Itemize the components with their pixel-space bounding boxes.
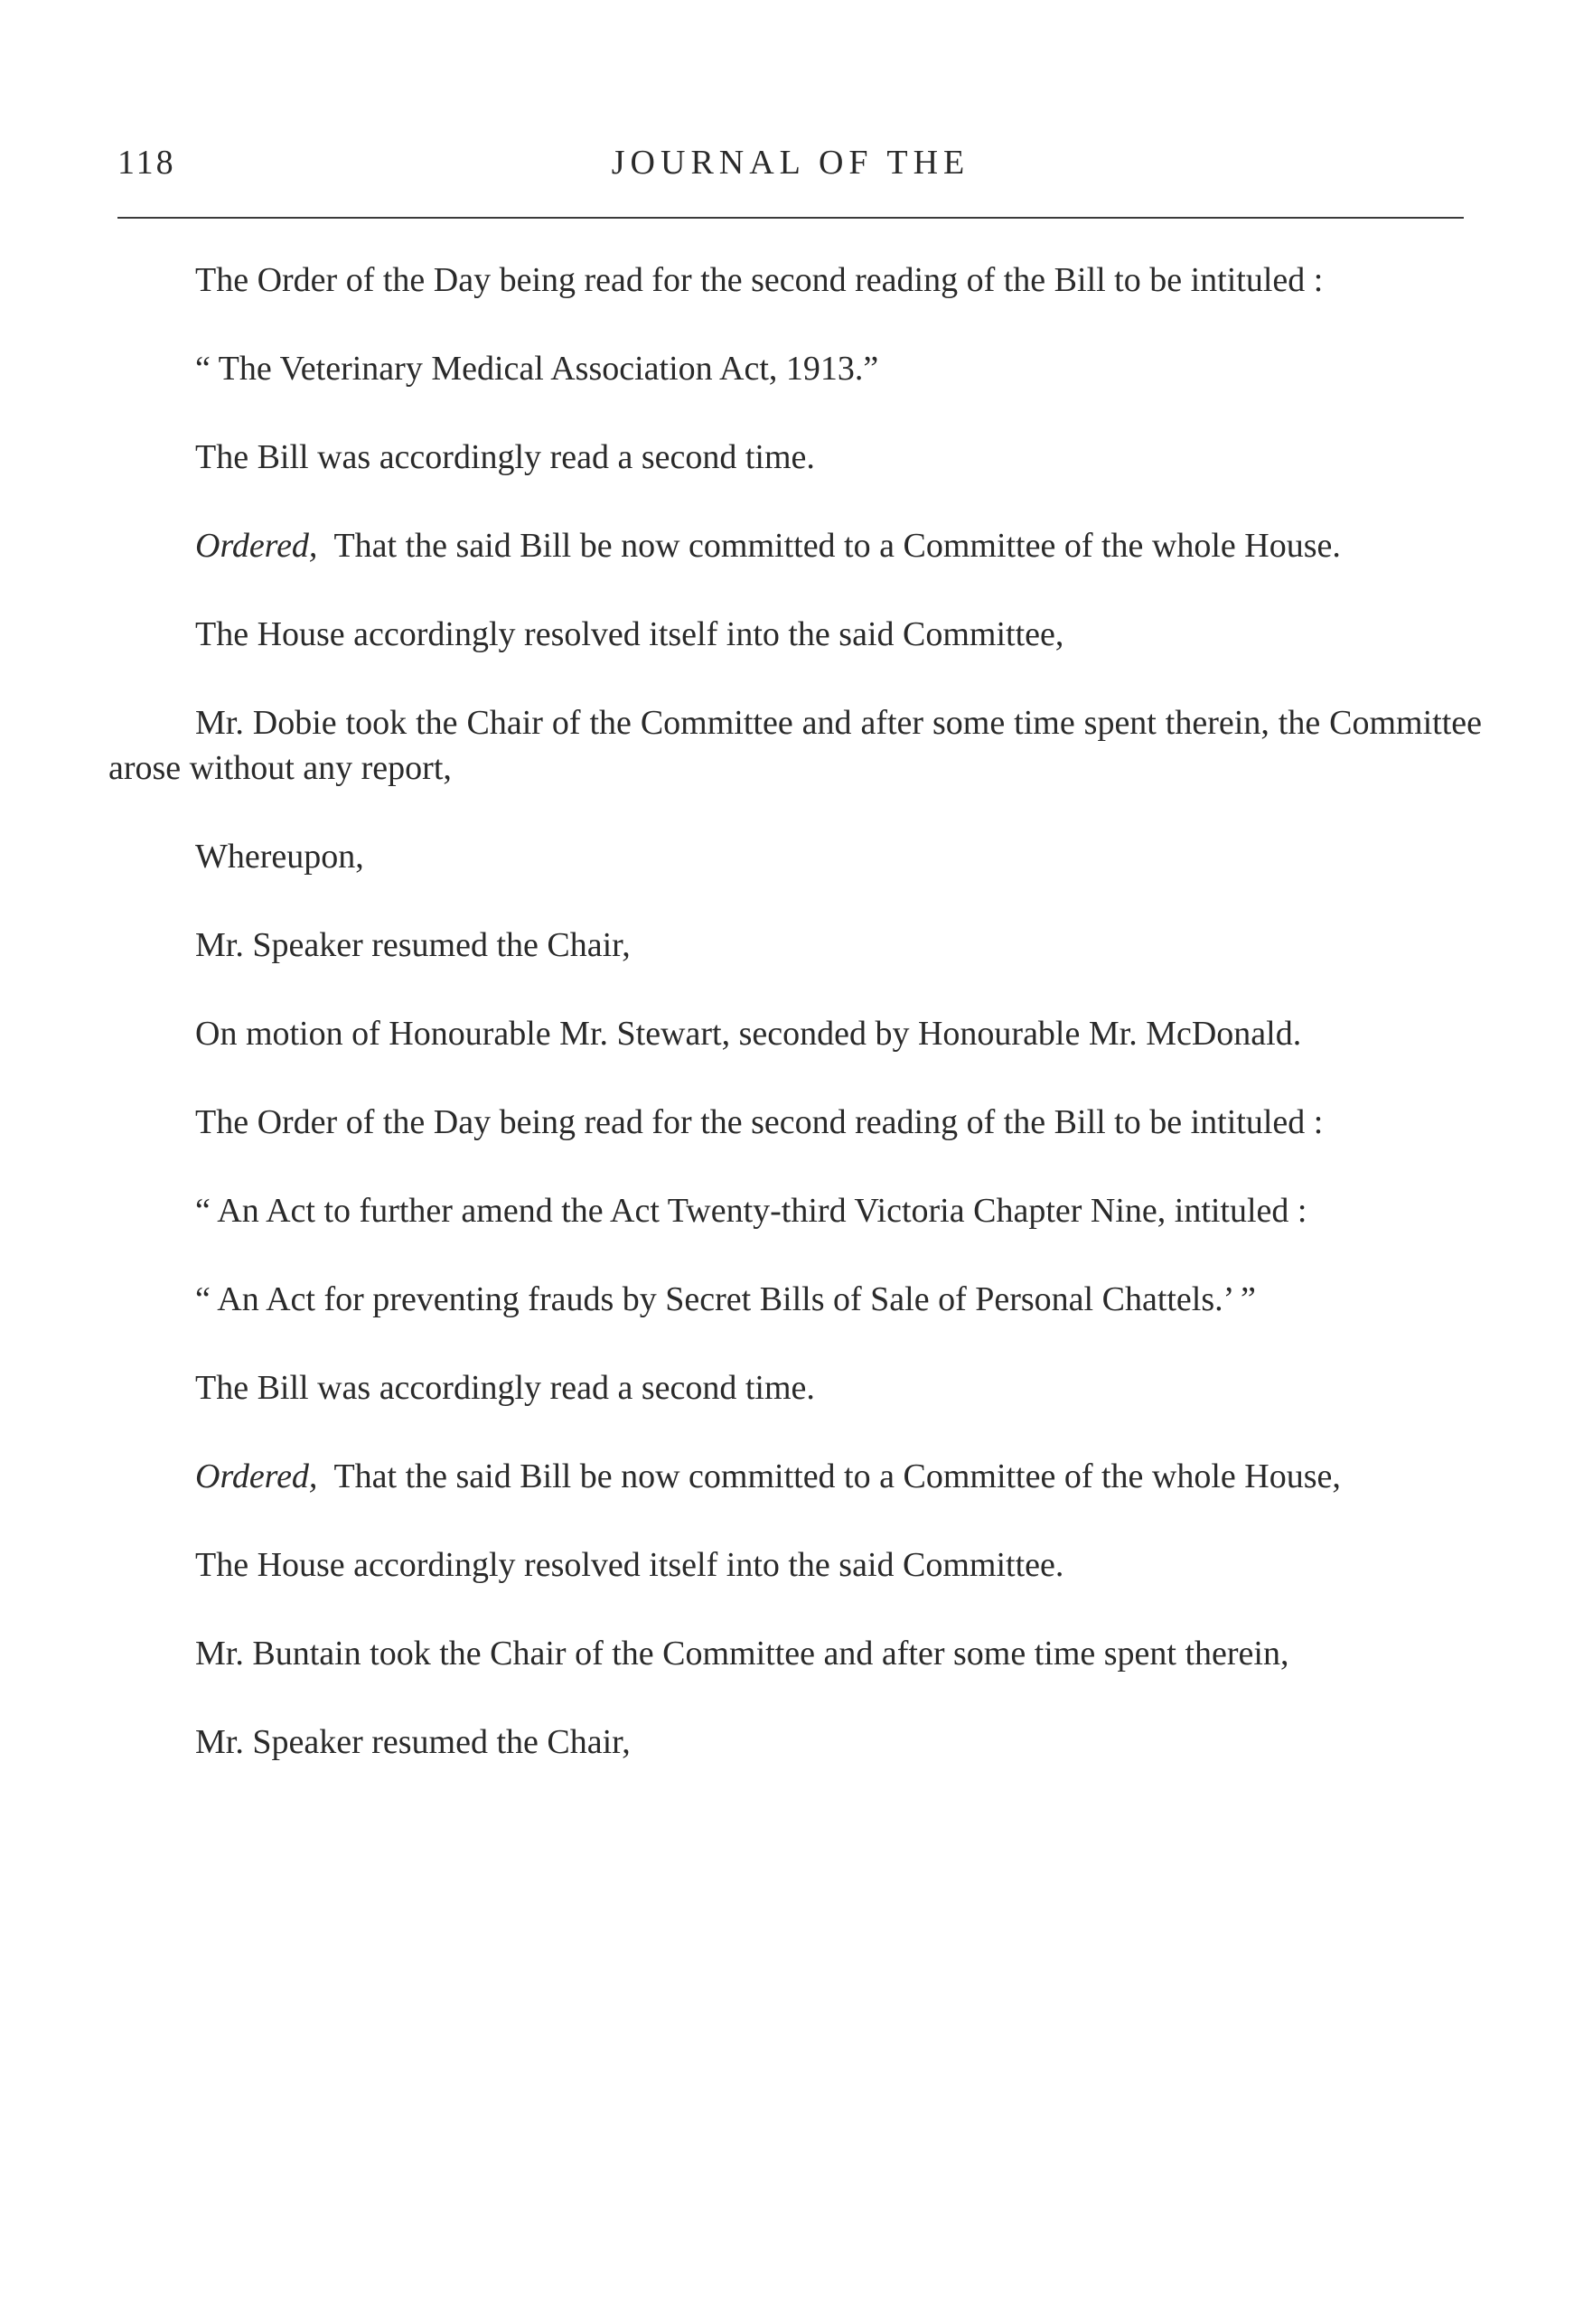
ordered-lead: Ordered, xyxy=(195,527,318,565)
page-number: 118 xyxy=(117,144,176,182)
ordered-lead: Ordered, xyxy=(195,1457,318,1495)
paragraph-whereupon: Whereupon, xyxy=(195,838,364,876)
paragraph-ordered-2: Ordered, That the said Bill be now committed to a Committee of the whole House, xyxy=(195,1457,1341,1495)
paragraph-bill-title-3: “ An Act for preventing frauds by Secret Bills of Sale of Personal Chattels.’ ” xyxy=(195,1280,1256,1318)
paragraph-bill-title-1: “ The Veterinary Medical Association Act, 1913.” xyxy=(195,350,879,388)
journal-body xyxy=(108,258,1482,1808)
paragraph-second-reading-2: The Bill was accordingly read a second time. xyxy=(195,1369,815,1407)
paragraph-motion: On motion of Honourable Mr. Stewart, seconded by Honourable Mr. McDonald. xyxy=(195,1015,1302,1053)
paragraph-bill-title-2: “ An Act to further amend the Act Twenty-third Victoria Chapter Nine, intituled : xyxy=(195,1192,1307,1230)
paragraph-committee-chair-1: Mr. Dobie took the Chair of the Committee and after some time spent therein, the Committee arose without any report, xyxy=(108,704,1482,787)
paragraph-second-reading-1: The Bill was accordingly read a second time. xyxy=(195,438,815,476)
paragraph-committee-chair-2: Mr. Buntain took the Chair of the Committee and after some time spent therein, xyxy=(195,1635,1289,1673)
paragraph-order-of-day-1: The Order of the Day being read for the second reading of the Bill to be intituled : xyxy=(195,261,1324,299)
paragraph-ordered-1: Ordered, That the said Bill be now committed to a Committee of the whole House. xyxy=(195,527,1341,565)
paragraph-speaker-resumed-1: Mr. Speaker resumed the Chair, xyxy=(195,926,631,964)
paragraph-resolved-2: The House accordingly resolved itself into the said Committee. xyxy=(195,1546,1064,1584)
header-rule xyxy=(117,217,1464,219)
journal-title: JOURNAL OF THE xyxy=(611,144,970,182)
paragraph-order-of-day-2: The Order of the Day being read for the second reading of the Bill to be intituled : xyxy=(195,1103,1324,1141)
running-head xyxy=(117,143,1464,188)
paragraph-speaker-resumed-2: Mr. Speaker resumed the Chair, xyxy=(195,1723,631,1761)
paragraph-resolved-1: The House accordingly resolved itself into the said Committee, xyxy=(195,615,1064,653)
